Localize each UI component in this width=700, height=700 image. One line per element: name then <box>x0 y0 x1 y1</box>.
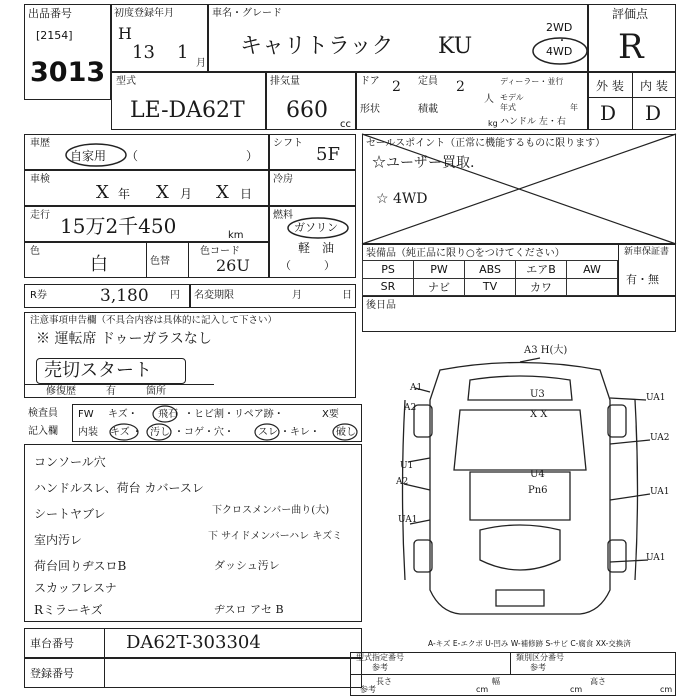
first-reg-month: 1 <box>177 42 189 63</box>
note-6: Rミラーキズ <box>34 603 103 617</box>
color-label: 色 <box>30 246 40 257</box>
score-value: R <box>618 27 644 67</box>
insp-chip: 飛石 <box>158 409 178 420</box>
first-reg-era: H <box>118 24 132 43</box>
color-code-value: 26U <box>216 256 250 275</box>
insp-int-dot: ・ <box>132 427 142 438</box>
insp-int-dirty: 汚し <box>150 427 170 438</box>
mileage-label: 走行 <box>30 210 50 221</box>
note-0: コンソール穴 <box>34 455 106 469</box>
load-unit: kg <box>488 119 498 128</box>
doors-value: 2 <box>392 79 401 95</box>
insp-int: 内装 <box>78 427 98 438</box>
drive-2wd: 2WD <box>546 21 573 34</box>
mark-xx: X X <box>530 409 548 420</box>
shift-value: 5F <box>316 144 340 165</box>
inspector-label1: 検査員 <box>28 408 58 419</box>
note-2: シートヤブレ <box>34 507 106 521</box>
mark-a1: A1 <box>410 383 423 393</box>
note-5: スカッフレスナ <box>34 581 117 595</box>
first-reg-year: 13 <box>132 42 155 63</box>
note-r3: ヂスロ アセ B <box>214 603 284 616</box>
usage-paren-close: ） <box>246 149 259 163</box>
equip-airbag: エアB <box>516 261 567 279</box>
inspection-year-unit: 年 <box>118 187 131 201</box>
insp-kizu: キズ・ <box>108 409 138 420</box>
interior-value: D <box>645 101 662 125</box>
note-r1: 下 サイドメンバーハレ キズミ <box>208 531 343 542</box>
capacity-label: 定員 <box>418 76 438 87</box>
notes-label: 注意事項申告欄（不具合内容は具体的に記入して下さい） <box>30 315 278 326</box>
displacement-value: 660 <box>286 98 328 123</box>
chassis-value: DA62T-303304 <box>126 632 261 653</box>
mark-ua2: UA2 <box>650 433 670 443</box>
score-label: 評価点 <box>612 7 649 21</box>
model-year-label1: モデル <box>500 93 524 102</box>
exterior-value: D <box>600 101 617 125</box>
inspection-month-mark: X <box>156 182 169 203</box>
registration-label: 登録番号 <box>30 667 74 680</box>
registration-box <box>24 658 362 688</box>
mark-u1: U1 <box>400 461 414 471</box>
inspection-day-mark: X <box>216 182 229 203</box>
usage-paren-open: （ <box>126 149 139 163</box>
inspection-label: 車検 <box>30 174 50 185</box>
dims-width: 幅 <box>492 677 500 686</box>
insp-int-burn: ・コゲ・穴・ <box>174 427 234 438</box>
insp-int-tear: 破し <box>336 427 356 438</box>
mark-u4: U4 <box>530 469 545 480</box>
dims-height-unit: cm <box>660 685 673 694</box>
repair-place: 箇所 <box>146 386 166 397</box>
selling-label: セールスポイント（正常に機能するものに限ります） <box>366 138 606 149</box>
category-label: 類別区分番号 <box>516 653 564 662</box>
repair-label: 修復歴 <box>46 386 76 397</box>
handle-label: ハンドル 左・右 <box>500 117 566 127</box>
equip-sr: SR <box>363 279 414 297</box>
mark-u3: U3 <box>530 389 545 400</box>
shift-label: シフト <box>273 138 303 149</box>
color-value: 白 <box>90 254 108 275</box>
mark-ua1c: UA1 <box>650 487 670 497</box>
mark-ua1d: UA1 <box>646 553 666 563</box>
doors-label: ドア <box>360 76 380 87</box>
drive-dot: ・ <box>557 36 567 47</box>
usage-selected: 自家用 <box>70 149 107 163</box>
aircon-label: 冷房 <box>273 174 293 185</box>
first-reg-label: 初度登録年月 <box>114 8 174 19</box>
fuel-selected: ガソリン <box>294 221 338 234</box>
dims-width-unit: cm <box>570 685 583 694</box>
note-1: ハンドルスレ、荷台 カバースレ <box>34 481 204 495</box>
damage-legend: A-キズ E-エクボ U-凹み W-補修跡 S-サビ C-腐食 XX-交換済 <box>428 639 631 648</box>
sold-stamp-text: 売切スタート <box>44 360 152 381</box>
lot-number: 3013 <box>30 57 106 88</box>
dims-length: 長さ <box>376 677 392 686</box>
displacement-label: 排気量 <box>270 76 300 87</box>
usage-label: 車歴 <box>30 138 50 149</box>
mark-a2b: A2 <box>396 477 409 487</box>
inspection-month-unit: 月 <box>180 187 193 201</box>
repair-has: 有 <box>106 386 116 397</box>
notes-text: ※ 運転席 ドゥーガラスなし <box>36 331 212 347</box>
mark-a2a: A2 <box>404 403 417 413</box>
insp-fw: FW <box>78 409 94 420</box>
recycle-value: 3,180 <box>100 286 149 306</box>
drive-4wd: 4WD <box>546 45 573 58</box>
lot-bracket: [2154] <box>36 29 73 42</box>
model-year-label2: 年式 <box>500 103 516 112</box>
mark-p: Pn6 <box>528 485 548 496</box>
interior-label: 内 装 <box>640 79 668 93</box>
mileage-unit: km <box>228 230 244 241</box>
category-ref: 参考 <box>530 663 546 672</box>
note-r2: ダッシュ汚レ <box>214 559 280 572</box>
dims-height: 高さ <box>590 677 606 686</box>
color-change-label: 色替 <box>150 256 170 267</box>
name-change-label: 名変期限 <box>194 290 234 301</box>
fuel-diesel: 軽 油 <box>298 241 335 255</box>
recycle-label: R券 <box>30 290 47 301</box>
inspection-year-mark: X <box>96 182 109 203</box>
dealer-label: ディーラー・並行 <box>500 77 564 86</box>
inspection-day-unit: 日 <box>240 187 253 201</box>
equip-navi: ナビ <box>414 279 465 297</box>
car-grade-value: KU <box>438 34 473 59</box>
mileage-value: 15万2千450 <box>60 214 177 238</box>
chassis-label: 車台番号 <box>30 637 74 650</box>
note-3: 室内汚レ <box>34 533 83 547</box>
capacity-value: 2 <box>456 79 465 95</box>
load-label: 積載 <box>418 104 438 115</box>
selling-line1: ☆ユーザー買取. <box>372 155 475 171</box>
insp-crack: ・ヒビ割・リペア跡・ <box>184 409 284 420</box>
equip-tv: TV <box>465 279 516 297</box>
dims-length-unit: cm <box>476 685 489 694</box>
shape-label: 形状 <box>360 104 380 115</box>
fuel-paren: （ ） <box>280 259 335 272</box>
equip-aw: AW <box>567 261 618 279</box>
warranty-label: 新車保証書 <box>624 247 670 257</box>
first-reg-month-unit: 月 <box>196 58 206 69</box>
dims-ref: 参考 <box>360 685 376 694</box>
model-cert-ref: 参考 <box>372 663 388 672</box>
equip-pw: PW <box>414 261 465 279</box>
mark-ua1b: UA1 <box>646 393 666 403</box>
note-4: 荷台回りヂスロB <box>34 559 127 573</box>
lot-label: 出品番号 <box>28 7 72 20</box>
car-name-value: キャリトラック <box>240 34 394 59</box>
color-code-label: 色コード <box>200 246 240 257</box>
exterior-label: 外 装 <box>596 79 624 93</box>
mark-ua1a: UA1 <box>398 515 418 525</box>
warranty-value: 有・無 <box>626 273 659 286</box>
post-docs-label: 後日品 <box>366 300 396 311</box>
equip-ps: PS <box>363 261 414 279</box>
recycle-unit: 円 <box>170 290 180 301</box>
selling-line2: ☆ 4WD <box>376 191 428 207</box>
car-name-label: 車名・グレード <box>212 8 282 19</box>
inspector-label2: 記入欄 <box>28 426 58 437</box>
displacement-unit: cc <box>340 119 351 130</box>
name-change-day: 日 <box>342 290 352 301</box>
fuel-label: 燃料 <box>273 210 293 221</box>
note-r0: 下クロスメンバー曲り(大) <box>212 505 330 516</box>
insp-int-cut: ・キレ・ <box>280 427 320 438</box>
name-change-month: 月 <box>292 290 302 301</box>
capacity-unit: 人 <box>484 94 494 105</box>
mark-front: A3 H(大) <box>524 345 568 356</box>
equip-leather: カワ <box>516 279 567 297</box>
insp-x: X要 <box>322 409 339 420</box>
equip-abs: ABS <box>465 261 516 279</box>
equipment-label: 装備品（純正品に限り○をつけてください） <box>366 248 565 259</box>
model-cert-label: 型式指定番号 <box>356 653 404 662</box>
model-year-unit: 年 <box>570 103 578 112</box>
model-label: 型式 <box>116 76 136 87</box>
insp-int-wear: スレ <box>258 427 278 438</box>
model-value: LE-DA62T <box>130 98 245 123</box>
insp-int-kizu: キズ <box>110 427 130 438</box>
